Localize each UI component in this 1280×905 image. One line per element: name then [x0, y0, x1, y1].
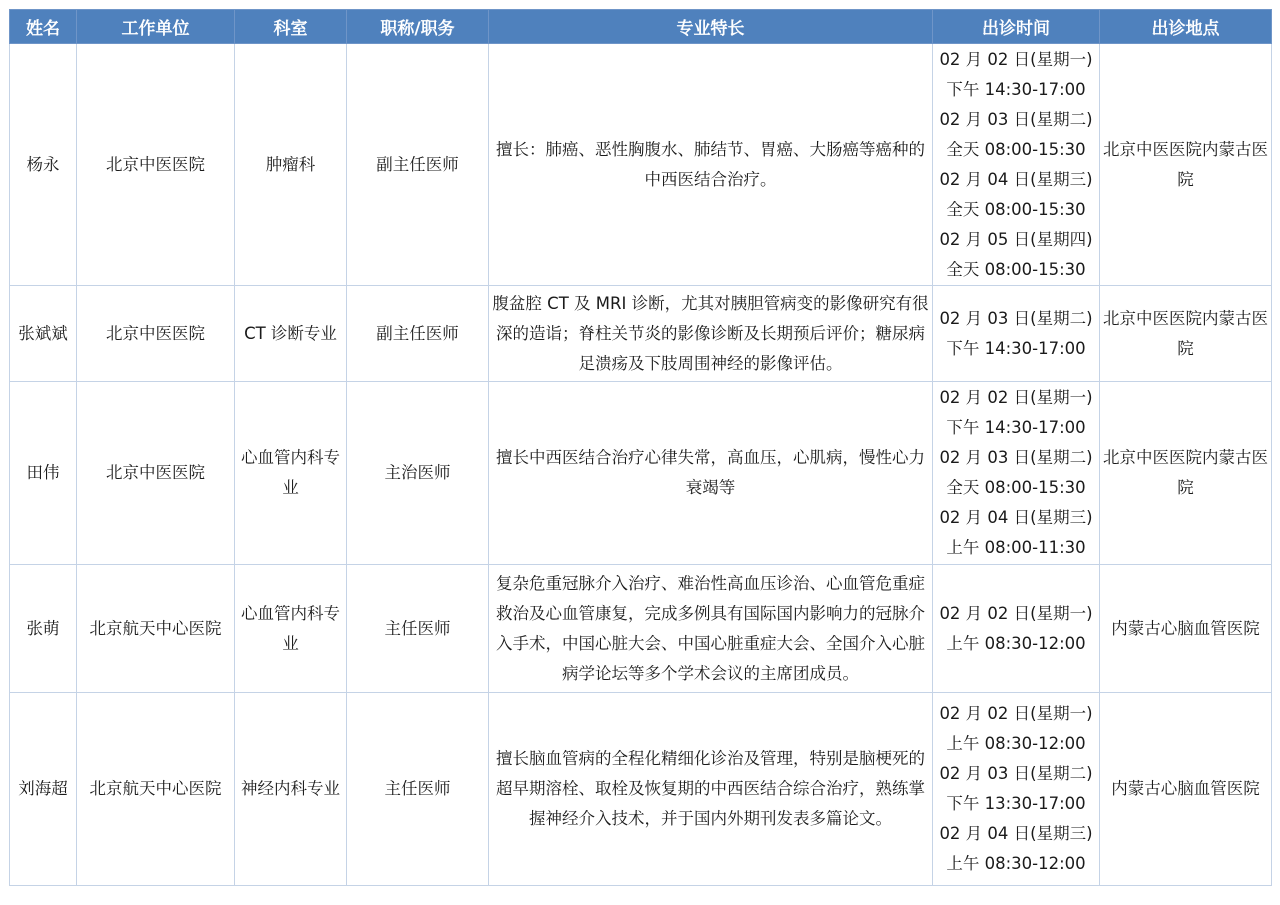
hospital-cell: 北京中医医院: [77, 382, 235, 565]
schedule-cell: [933, 382, 1100, 565]
schedule-line: 上午 08:30-12:00: [946, 734, 1086, 753]
clinic-schedule-table: [9, 9, 1272, 886]
title-cell: 主治医师: [347, 382, 489, 565]
schedule-line: 02 月 02 日(星期一): [939, 388, 1093, 407]
title-cell: 副主任医师: [347, 286, 489, 382]
title-cell: 副主任医师: [347, 44, 489, 286]
schedule-line: 02 月 04 日(星期三): [939, 169, 1093, 189]
header-title: 职称/职务: [347, 10, 489, 44]
specialty-cell: 擅长中西医结合治疗心律失常，高血压，心肌病，慢性心力衰竭等: [489, 382, 933, 565]
schedule-line: 02 月 02 日(星期一): [939, 704, 1093, 723]
schedule-line: 下午 13:30-17:00: [946, 794, 1086, 813]
schedule-line: 上午 08:30-12:00: [946, 633, 1086, 653]
department-cell: 神经内科专业: [235, 693, 347, 886]
schedule-line: 02 月 04 日(星期三): [939, 824, 1093, 843]
schedule-cell: [933, 44, 1100, 286]
schedule-line: 02 月 03 日(星期二): [939, 109, 1093, 129]
hospital-cell: 北京中医医院: [77, 44, 235, 286]
table-row: [10, 286, 1272, 382]
schedule-line: 下午 14:30-17:00: [946, 338, 1086, 358]
schedule-line: 02 月 03 日(星期二): [939, 764, 1093, 783]
table-row: [10, 565, 1272, 693]
specialty-cell: 擅长：肺癌、恶性胸腹水、肺结节、胃癌、大肠癌等癌种的中西医结合治疗。: [489, 44, 933, 286]
schedule-line: 02 月 02 日(星期一): [939, 603, 1093, 623]
schedule-line: 02 月 02 日(星期一): [939, 49, 1093, 69]
schedule-line: 下午 14:30-17:00: [946, 79, 1086, 99]
schedule-line: 全天 08:00-15:30: [946, 259, 1086, 279]
header-department: 科室: [235, 10, 347, 44]
header-specialty: 专业特长: [489, 10, 933, 44]
table-row: [10, 44, 1272, 286]
hospital-cell: 北京中医医院: [77, 286, 235, 382]
department-cell: 心血管内科专业: [235, 565, 347, 693]
department-cell: 心血管内科专业: [235, 382, 347, 565]
schedule-line: 上午 08:30-12:00: [946, 854, 1086, 873]
doctor-name: 刘海超: [10, 693, 77, 886]
doctor-name: 杨永: [10, 44, 77, 286]
schedule-line: 02 月 04 日(星期三): [939, 508, 1093, 527]
header-location: 出诊地点: [1100, 10, 1272, 44]
header-schedule: 出诊时间: [933, 10, 1100, 44]
schedule-line: 全天 08:00-15:30: [946, 478, 1086, 497]
schedule-cell: [933, 286, 1100, 382]
schedule-line: 02 月 03 日(星期二): [939, 448, 1093, 467]
header-row: [10, 10, 1272, 44]
title-cell: 主任医师: [347, 565, 489, 693]
doctor-name: 张斌斌: [10, 286, 77, 382]
header-name: 姓名: [10, 10, 77, 44]
doctor-name: 张萌: [10, 565, 77, 693]
header-hospital: 工作单位: [77, 10, 235, 44]
schedule-cell: [933, 693, 1100, 886]
location-cell: 北京中医医院内蒙古医院: [1100, 382, 1272, 565]
schedule-line: 全天 08:00-15:30: [946, 199, 1086, 219]
hospital-cell: 北京航天中心医院: [77, 565, 235, 693]
table-row: [10, 382, 1272, 565]
specialty-cell: 擅长脑血管病的全程化精细化诊治及管理，特别是脑梗死的超早期溶栓、取栓及恢复期的中西医结合综合治疗，熟练掌握神经介入技术，并于国内外期刊发表多篇论文。: [489, 693, 933, 886]
table-row: [10, 693, 1272, 886]
schedule-cell: [933, 565, 1100, 693]
schedule-line: 02 月 03 日(星期二): [939, 308, 1093, 328]
schedule-line: 全天 08:00-15:30: [946, 139, 1086, 159]
title-cell: 主任医师: [347, 693, 489, 886]
specialty-cell: 腹盆腔 CT 及 MRI 诊断，尤其对胰胆管病变的影像研究有很深的造诣；脊柱关节炎的影像诊断及长期预后评价；糖尿病足溃疡及下肢周围神经的影像评估。: [489, 286, 933, 382]
schedule-line: 下午 14:30-17:00: [946, 418, 1086, 437]
location-cell: 北京中医医院内蒙古医院: [1100, 44, 1272, 286]
schedule-line: 02 月 05 日(星期四): [939, 229, 1093, 249]
location-cell: 内蒙古心脑血管医院: [1100, 693, 1272, 886]
doctor-name: 田伟: [10, 382, 77, 565]
location-cell: 北京中医医院内蒙古医院: [1100, 286, 1272, 382]
location-cell: 内蒙古心脑血管医院: [1100, 565, 1272, 693]
department-cell: 肿瘤科: [235, 44, 347, 286]
schedule-line: 上午 08:00-11:30: [946, 538, 1086, 557]
hospital-cell: 北京航天中心医院: [77, 693, 235, 886]
department-cell: CT 诊断专业: [235, 286, 347, 382]
specialty-cell: 复杂危重冠脉介入治疗、难治性高血压诊治、心血管危重症救治及心血管康复，完成多例具有国际国内影响力的冠脉介入手术，中国心脏大会、中国心脏重症大会、全国介入心脏病学论坛等多个学术会议的主席团成员。: [489, 565, 933, 693]
